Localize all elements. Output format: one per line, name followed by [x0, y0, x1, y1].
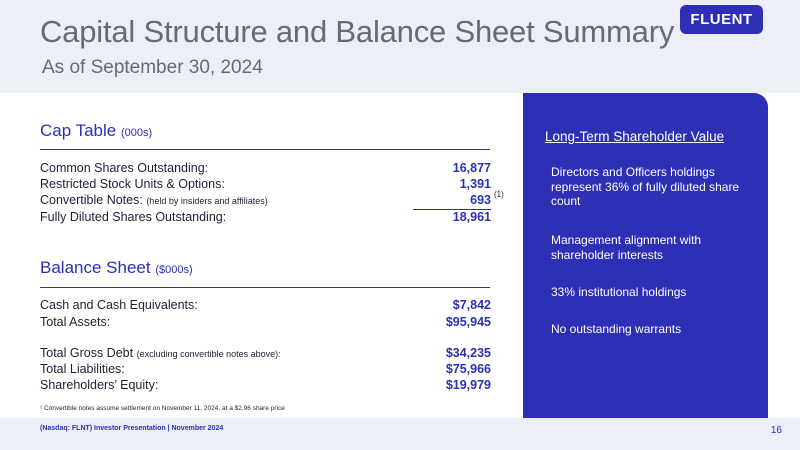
panel-bullet: 33% institutional holdings [551, 285, 687, 299]
panel-bullet: Management alignment with shareholder interests [551, 233, 702, 262]
row-value: 693 [470, 193, 491, 207]
row-label [40, 161, 208, 175]
footnote: ¹ Convertible notes assume settlement on November 11, 2024, at a $2.96 share price [40, 405, 285, 412]
row-label-text: Shareholders’ Equity: [40, 378, 159, 392]
row-value: 18,961 [452, 210, 491, 224]
fluent-logo: FLUENT [680, 5, 763, 34]
page-subtitle: As of September 30, 2024 [42, 57, 263, 78]
row-value: 1,391 [459, 177, 491, 191]
panel-title: Long-Term Shareholder Value [545, 129, 725, 144]
cap-table-row [40, 193, 491, 210]
row-qualifier: (excluding convertible notes above): [136, 349, 281, 359]
footnote-marker: (1) [494, 190, 504, 199]
balance-sheet-rule [40, 287, 490, 288]
cap-table-rule [40, 149, 490, 150]
row-label-text: Cash and Cash Equivalents: [40, 298, 198, 312]
balance-sheet-row [40, 378, 491, 395]
balance-sheet-title [40, 258, 193, 278]
row-qualifier: (held by insiders and affiliates) [146, 196, 268, 206]
row-label [40, 210, 226, 224]
row-label-text: Total Assets: [40, 315, 111, 329]
cap-table-title-text: Cap Table [40, 121, 117, 140]
row-label [40, 193, 268, 207]
row-label-text: Common Shares Outstanding: [40, 161, 209, 175]
row-label [40, 177, 225, 191]
row-label-text: Total Liabilities: [40, 362, 125, 376]
balance-sheet-row [40, 315, 491, 332]
page-number: 16 [770, 425, 782, 436]
balance-sheet-row [40, 298, 491, 315]
balance-sheet-row [40, 362, 491, 379]
cap-table-row [40, 210, 491, 227]
cap-table-row [40, 177, 491, 194]
row-value: $75,966 [445, 362, 491, 376]
balance-sheet-row [40, 346, 491, 363]
row-value: $7,842 [452, 298, 491, 312]
row-label-text: Fully Diluted Shares Outstanding: [40, 210, 227, 224]
footer-text: (Nasdaq: FLNT) Investor Presentation | November 2024 [40, 425, 224, 432]
shareholder-value-panel [523, 93, 768, 418]
cap-table-row [40, 161, 491, 178]
row-label-text: Total Gross Debt [40, 346, 134, 360]
panel-bullet: Directors and Officers holdings represent 36% of fully diluted share count [551, 165, 740, 208]
row-value: $19,979 [445, 378, 491, 392]
row-label [40, 378, 158, 392]
row-label [40, 315, 110, 329]
cap-table-title [40, 121, 152, 141]
cap-table-unit: (000s) [120, 127, 153, 139]
balance-sheet-title-text: Balance Sheet [40, 258, 151, 277]
panel-bullet: No outstanding warrants [551, 322, 682, 336]
footer-band [0, 418, 800, 450]
page-title: Capital Structure and Balance Sheet Summary [40, 14, 675, 49]
row-label [40, 298, 198, 312]
balance-sheet-unit: ($000s) [155, 264, 193, 276]
row-label [40, 362, 125, 376]
row-value: $34,235 [445, 346, 491, 360]
row-label-text: Restricted Stock Units & Options: [40, 177, 225, 191]
row-value: 16,877 [452, 161, 491, 175]
row-label [40, 346, 281, 360]
row-value: $95,945 [445, 315, 491, 329]
row-label-text: Convertible Notes: [40, 193, 143, 207]
